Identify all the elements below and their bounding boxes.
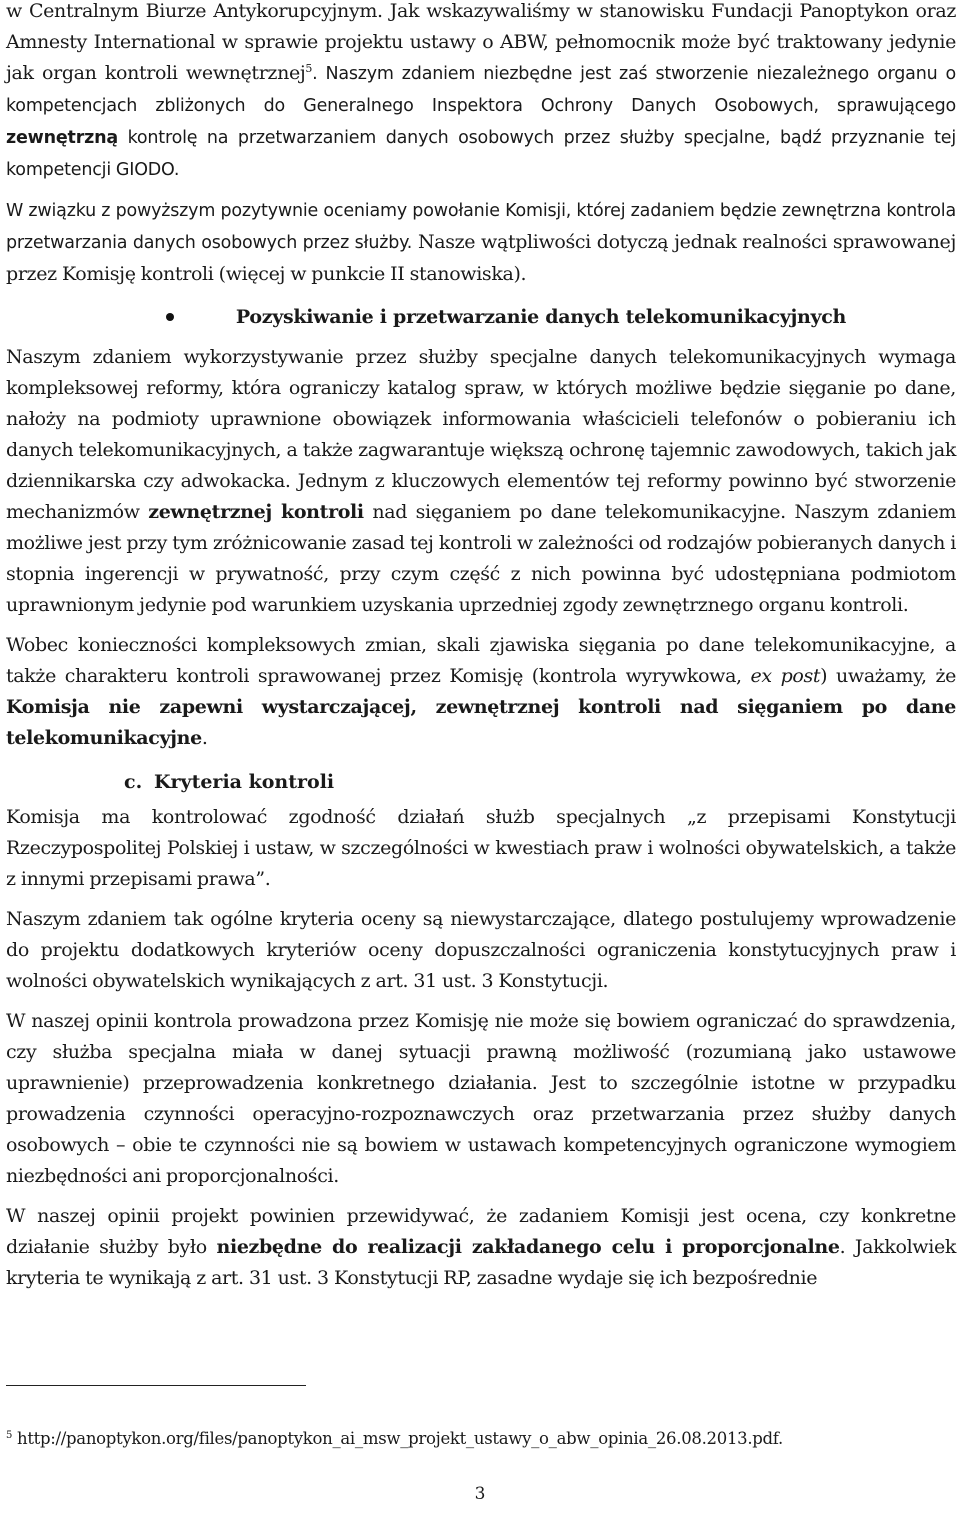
document-page — [6, 0, 956, 1294]
footnote-5: $^5$ http://panoptykon.org/files/panoptykon_ai_msw_projekt_ustawy_o_abw_opinia_26.08.2013.pdf. — [6, 1429, 783, 1448]
paragraph-6: Naszym zdaniem tak ogólne kryteria oceny są niewystarczające, dlatego postulujemy wprowadzenie do projektu dodatkowych kryteriów oceny dopuszczalności ograniczenia konstytucyjnych praw i wolności obywatelskich wynikających z art. 31 ust. 3 Konstytucji. — [6, 908, 956, 992]
bullet-icon — [166, 313, 174, 321]
footnote-ref-5[interactable]: 5 — [305, 62, 313, 75]
paragraph-5: Komisja ma kontrolować zgodność działań służb specjalnych „z przepisami Konstytucji Rzeczypospolitej Polskiej i ustaw, w szczególności w kwestiach praw i wolności obywatelskich, a także z innymi przepisami prawa”. — [6, 806, 956, 890]
paragraph-4: Wobec konieczności kompleksowych zmian, skali zjawiska sięgania po dane telekomunikacyjne, a także charakteru kontroli sprawowanej przez Komisję (kontrola wyrywkowa, ex post) uważamy, że Komisja nie zapewni wystarczającej, zewnętrznej kontroli nad sięganiem po dane telekomunikacyjne. — [6, 634, 956, 749]
page-number: 3 — [474, 1484, 486, 1504]
section-heading-criteria: c. Kryteria kontroli — [124, 771, 335, 793]
paragraph-1: w Centralnym Biurze Antykorupcyjnym. Jak wskazywaliśmy w stanowisku Fundacji Panoptykon oraz Amnesty International w sprawie projektu ustawy o ABW, pełnomocnik może być traktowany jedynie jak organ kontroli wewnętrznej$^5$. Naszym zdaniem niezbędne jest zaś stworzenie niezależnego organu o kompetencjach zbliżonych do Generalnego Inspektora Ochrony Danych Osobowych, sprawującego zewnętrzną kontrolę na przetwarzaniem danych osobowych przez służby specjalne, bądź przyznanie tej kompetencji GIODO. — [6, 0, 956, 180]
footnote-link[interactable]: http://panoptykon.org/files/panoptykon_ai_msw_projekt_ustawy_o_abw_opinia_26.08.2013.pdf. — [12, 1429, 783, 1448]
paragraph-3: Naszym zdaniem wykorzystywanie przez służby specjalne danych telekomunikacyjnych wymaga kompleksowej reformy, która ograniczy katalog spraw, w których możliwe będzie sięganie po dane, nałoży na podmioty uprawnione obowiązek informowania właścicieli telefonów o pobieraniu ich danych telekomunikacyjnych, a także zagwarantuje większą ochronę tajemnic zawodowych, takich jak dziennikarska czy adwokacka. Jednym z kluczowych elementów tej reformy powinno być stworzenie mechanizmów zewnętrznej kontroli nad sięganiem po dane telekomunikacyjne. Naszym zdaniem możliwe jest przy tym zróżnicowanie zasad tej kontroli w zależności od rodzajów pobieranych danych i stopnia ingerencji w prywatność, przy czym część z nich powinna być udostępniana podmiotom uprawnionym jedynie pod warunkiem uzyskania uprzedniej zgody zewnętrznego organu kontroli. — [6, 346, 957, 616]
footnote-divider — [6, 1385, 306, 1386]
paragraph-7: W naszej opinii kontrola prowadzona przez Komisję nie może się bowiem ograniczać do sprawdzenia, czy służba specjalna miała w danej sytuacji prawną możliwość (rozumianą jako ustawowe uprawnienie) przeprowadzenia konkretnego działania. Jest to szczególnie istotne w przypadku prowadzenia czynności operacyjno-rozpoznawczych oraz przetwarzania przez służby danych osobowych – obie te czynności nie są bowiem w ustawach kompetencyjnych ograniczone wymogiem niezbędności ani proporcjonalności. — [6, 1010, 956, 1187]
paragraph-8: W naszej opinii projekt powinien przewidywać, że zadaniem Komisji jest ocena, czy konkretne działanie służby było niezbędne do realizacji zakładanego celu i proporcjonalne. Jakkolwiek kryteria te wynikają z art. 31 ust. 3 Konstytucji RP, zasadne wydaje się ich bezpośrednie — [6, 1205, 957, 1289]
section-heading-telecom: Pozyskiwanie i przetwarzanie danych telekomunikacyjnych — [6, 303, 956, 331]
paragraph-2: W związku z powyższym pozytywnie oceniamy powołanie Komisji, której zadaniem będzie zewnętrzna kontrola przetwarzania danych osobowych przez służby. Nasze wątpliwości dotyczą jednak realności sprawowanej przez Komisję kontroli (więcej w punkcie II stanowiska). — [6, 201, 956, 285]
